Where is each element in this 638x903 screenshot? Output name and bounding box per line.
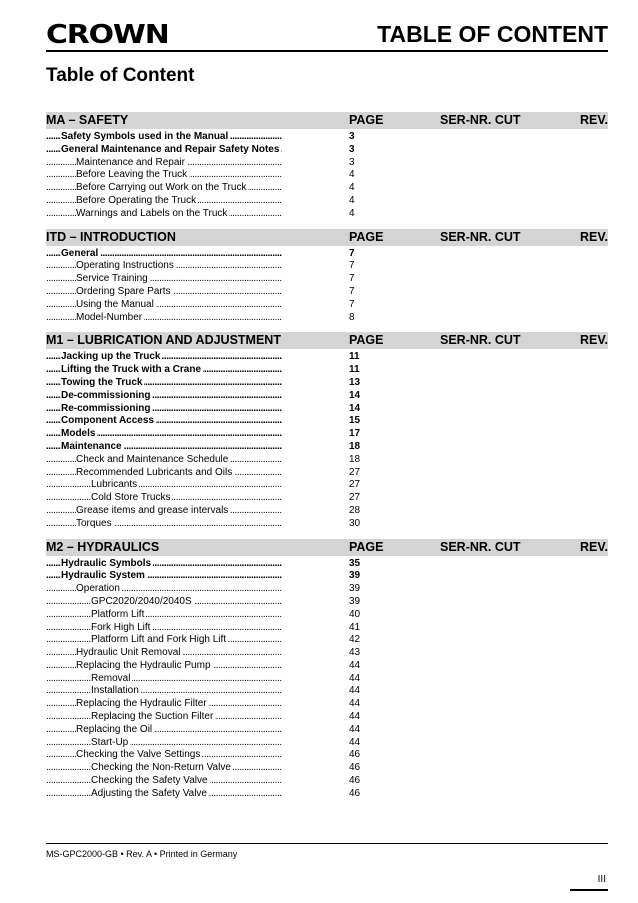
toc-entry[interactable]: [46, 312, 608, 325]
entry-page-number: 7: [349, 260, 355, 272]
entry-title: Adjusting the Safety Valve: [91, 787, 207, 799]
entry-leader: [46, 634, 346, 647]
entry-page-number: 43: [349, 647, 361, 659]
toc-entry[interactable]: [46, 673, 608, 686]
entry-title: Installation: [91, 685, 139, 697]
header-rule: [46, 50, 608, 52]
toc-entry[interactable]: [46, 428, 608, 441]
entry-leader: [46, 609, 346, 622]
entry-leader: [46, 131, 346, 144]
entry-leader: [46, 698, 346, 711]
entry-leader: [46, 479, 346, 492]
toc-section: [46, 539, 608, 801]
entry-page-number: 46: [349, 749, 361, 761]
entry-leader: [46, 144, 346, 157]
toc-entry[interactable]: [46, 685, 608, 698]
toc-entry[interactable]: [46, 518, 608, 531]
entry-title: Cold Store Trucks: [91, 492, 171, 504]
entry-title: Check and Maintenance Schedule: [76, 453, 229, 465]
entry-page-number: 39: [349, 583, 361, 595]
crown-logo: CROWN: [46, 20, 169, 50]
entry-title: Hydraulic Symbols: [61, 557, 152, 569]
entry-title: Recommended Lubricants and Oils: [76, 466, 233, 478]
entry-leader: [46, 596, 346, 609]
entry-page-number: 46: [349, 787, 361, 799]
entry-title: Operation: [76, 583, 120, 595]
toc-entry[interactable]: [46, 403, 608, 416]
table-of-contents: [46, 112, 608, 809]
section-header: [46, 112, 608, 129]
page-title: Table of Content: [46, 65, 195, 86]
entry-title: Platform Lift: [91, 608, 145, 620]
page-header: [46, 20, 608, 52]
entry-title: Hydraulic System: [61, 570, 145, 582]
entry-page-number: 7: [349, 285, 355, 297]
entry-page-number: 46: [349, 775, 361, 787]
entry-leader: [46, 788, 346, 801]
entry-leader: [46, 248, 346, 261]
page-column-label: PAGE: [349, 333, 384, 348]
entry-title: Lifting the Truck with a Crane: [61, 364, 202, 376]
entry-leader: [46, 351, 346, 364]
entry-page-number: 42: [349, 634, 361, 646]
entry-page-number: 39: [349, 595, 361, 607]
toc-entry[interactable]: [46, 390, 608, 403]
toc-entry[interactable]: [46, 131, 608, 144]
entry-title: Before Carrying out Work on the Truck: [76, 182, 247, 194]
entry-title: Before Leaving the Truck: [76, 169, 188, 181]
entry-leader: [46, 273, 346, 286]
entry-title: Checking the Valve Settings: [76, 749, 201, 761]
entry-page-number: 7: [349, 298, 355, 310]
toc-entry[interactable]: [46, 364, 608, 377]
entry-leader: [46, 428, 346, 441]
entry-page-number: 44: [349, 672, 361, 684]
entry-leader: [46, 558, 346, 571]
entry-leader: [46, 157, 346, 170]
entry-page-number: 28: [349, 504, 361, 516]
entry-leader: [46, 762, 346, 775]
toc-entry[interactable]: [46, 260, 608, 273]
entry-title: General Maintenance and Repair Safety Notes: [61, 143, 280, 155]
entry-leader: [46, 749, 346, 762]
toc-entry[interactable]: [46, 596, 608, 609]
ser-nr-cut-column-label: SER-NR. CUT: [440, 333, 521, 348]
entry-page-number: 17: [349, 428, 361, 440]
entry-title: Maintenance: [61, 440, 122, 452]
toc-entry[interactable]: [46, 749, 608, 762]
section-title: M2 – HYDRAULICS: [46, 539, 160, 554]
entry-leader: [46, 673, 346, 686]
entry-page-number: 27: [349, 479, 361, 491]
toc-entry[interactable]: [46, 698, 608, 711]
toc-section: [46, 332, 608, 530]
toc-entry[interactable]: [46, 570, 608, 583]
section-title: ITD – INTRODUCTION: [46, 229, 176, 244]
rev-column-label: REV.: [579, 113, 608, 127]
section-header: [46, 539, 608, 556]
toc-entry[interactable]: [46, 208, 608, 221]
toc-entry[interactable]: [46, 415, 608, 428]
section-header: [46, 229, 608, 246]
page-number: III: [597, 874, 606, 885]
entry-title: Platform Lift and Fork High Lift: [91, 634, 227, 646]
footer-rule: [46, 843, 608, 844]
entry-page-number: 41: [349, 621, 361, 633]
entry-leader: [46, 492, 346, 505]
entry-leader: [46, 208, 346, 221]
entry-leader: [46, 622, 346, 635]
toc-entry[interactable]: [46, 609, 608, 622]
entry-title: Maintenance and Repair: [76, 156, 185, 168]
entry-leader: [46, 182, 346, 195]
entry-title: De-commissioning: [61, 389, 151, 401]
entry-leader: [46, 441, 346, 454]
entry-page-number: 44: [349, 685, 361, 697]
section-title: MA – SAFETY: [46, 113, 129, 127]
rev-column-label: REV.: [579, 229, 608, 244]
toc-entry[interactable]: [46, 634, 608, 647]
toc-entry[interactable]: [46, 737, 608, 750]
entry-page-number: 14: [349, 389, 361, 401]
toc-section: [46, 229, 608, 325]
ser-nr-cut-column-label: SER-NR. CUT: [440, 113, 521, 127]
entry-leader: [46, 775, 346, 788]
entry-leader: [46, 377, 346, 390]
toc-entry[interactable]: [46, 377, 608, 390]
entry-leader: [46, 299, 346, 312]
entry-title: Towing the Truck: [61, 376, 143, 388]
section-header: [46, 332, 608, 349]
entry-page-number: 46: [349, 762, 361, 774]
toc-entry[interactable]: [46, 583, 608, 596]
toc-entry[interactable]: [46, 492, 608, 505]
entry-page-number: 11: [349, 351, 360, 363]
rev-column-label: REV.: [579, 333, 608, 348]
entry-title: Warnings and Labels on the Truck: [76, 207, 228, 219]
entry-page-number: 27: [349, 492, 361, 504]
entry-page-number: 4: [349, 207, 355, 219]
entry-page-number: 35: [349, 557, 361, 569]
entry-page-number: 40: [349, 608, 361, 620]
entry-leader: [46, 660, 346, 673]
entry-leader: [46, 711, 346, 724]
entry-title: Service Training: [76, 273, 148, 285]
entry-title: Replacing the Hydraulic Pump: [76, 659, 211, 671]
entry-title: Safety Symbols used in the Manual: [61, 131, 229, 142]
entry-leader: [46, 467, 346, 480]
entry-page-number: 44: [349, 659, 361, 671]
entry-page-number: 18: [349, 440, 361, 452]
entry-page-number: 4: [349, 169, 355, 181]
entry-page-number: 44: [349, 698, 361, 710]
toc-entry[interactable]: [46, 169, 608, 182]
section-title: M1 – LUBRICATION AND ADJUSTMENT: [46, 333, 281, 348]
toc-entry[interactable]: [46, 505, 608, 518]
entry-leader: [46, 583, 346, 596]
entry-leader: [46, 454, 346, 467]
toc-entry[interactable]: [46, 775, 608, 788]
entry-page-number: 8: [349, 311, 355, 323]
entry-leader: [46, 195, 346, 208]
entry-page-number: 3: [349, 143, 355, 155]
toc-entry[interactable]: [46, 157, 608, 170]
entry-title: Replacing the Hydraulic Filter: [76, 698, 207, 710]
entry-title: Torques: [76, 517, 112, 529]
entry-title: Start-Up: [91, 736, 129, 748]
entry-title: Fork High Lift: [91, 621, 151, 633]
page-column-label: PAGE: [349, 113, 384, 127]
toc-entry[interactable]: [46, 724, 608, 737]
entry-page-number: 3: [349, 131, 355, 142]
toc-entry[interactable]: [46, 454, 608, 467]
page-column-label: PAGE: [349, 229, 384, 244]
entry-page-number: 44: [349, 736, 361, 748]
entry-title: Ordering Spare Parts: [76, 285, 171, 297]
entry-title: Replacing the Oil: [76, 723, 153, 735]
entry-leader: [46, 415, 346, 428]
entry-title: Checking the Non-Return Valve: [91, 762, 231, 774]
entry-leader: [46, 260, 346, 273]
entry-page-number: 30: [349, 517, 361, 529]
toc-entry[interactable]: [46, 299, 608, 312]
toc-section: [46, 112, 608, 221]
entry-page-number: 7: [349, 247, 355, 259]
toc-entry[interactable]: [46, 144, 608, 157]
entry-leader: [46, 685, 346, 698]
entry-title: Model-Number: [76, 311, 143, 323]
page-number-rule: [570, 889, 608, 891]
entry-page-number: 3: [349, 156, 355, 168]
entry-page-number: 14: [349, 402, 361, 414]
entry-page-number: 27: [349, 466, 361, 478]
entry-page-number: 44: [349, 723, 361, 735]
ser-nr-cut-column-label: SER-NR. CUT: [440, 539, 521, 554]
entry-leader: [46, 737, 346, 750]
toc-entry[interactable]: [46, 195, 608, 208]
entry-page-number: 11: [349, 364, 360, 376]
entry-title: Before Operating the Truck: [76, 194, 197, 206]
header-title: TABLE OF CONTENT: [377, 21, 608, 47]
entry-leader: [46, 169, 346, 182]
entry-title: GPC2020/2040/2040S: [91, 595, 192, 607]
toc-entry[interactable]: [46, 351, 608, 364]
toc-entry[interactable]: [46, 182, 608, 195]
entry-page-number: 4: [349, 194, 355, 206]
entry-leader: [46, 570, 346, 583]
toc-entry[interactable]: [46, 286, 608, 299]
toc-entry[interactable]: [46, 660, 608, 673]
toc-entry[interactable]: [46, 647, 608, 660]
entry-page-number: 44: [349, 711, 361, 723]
entry-leader: [46, 403, 346, 416]
entry-leader: [46, 724, 346, 737]
toc-entry[interactable]: [46, 622, 608, 635]
entry-leader: [46, 505, 346, 518]
entry-title: Hydraulic Unit Removal: [76, 647, 181, 659]
toc-entry[interactable]: [46, 788, 608, 801]
toc-entry[interactable]: [46, 273, 608, 286]
entry-page-number: 18: [349, 453, 361, 465]
entry-leader: [46, 364, 346, 377]
entry-page-number: 15: [349, 415, 361, 427]
entry-title: Checking the Safety Valve: [91, 775, 208, 787]
toc-entry[interactable]: [46, 558, 608, 571]
entry-leader: [46, 286, 346, 299]
entry-title: Operating Instructions: [76, 260, 174, 272]
toc-entry[interactable]: [46, 248, 608, 261]
toc-entry[interactable]: [46, 711, 608, 724]
toc-entry[interactable]: [46, 441, 608, 454]
toc-entry[interactable]: [46, 762, 608, 775]
entry-page-number: 39: [349, 570, 361, 582]
ser-nr-cut-column-label: SER-NR. CUT: [440, 229, 521, 244]
entry-title: Using the Manual: [76, 298, 154, 310]
page-column-label: PAGE: [349, 539, 384, 554]
toc-entry[interactable]: [46, 467, 608, 480]
entry-title: Lubricants: [91, 479, 138, 491]
rev-column-label: REV.: [579, 539, 608, 554]
entry-leader: [46, 390, 346, 403]
entry-leader: [46, 312, 346, 325]
entry-title: Models: [61, 428, 96, 440]
entry-title: Re-commissioning: [61, 402, 151, 414]
entry-page-number: 13: [349, 376, 361, 388]
entry-page-number: 7: [349, 273, 355, 285]
toc-entry[interactable]: [46, 479, 608, 492]
entry-title: Grease items and grease intervals: [76, 504, 229, 516]
entry-title: Jacking up the Truck: [61, 351, 161, 363]
entry-title: General: [61, 247, 99, 259]
entry-leader: [46, 518, 346, 531]
entry-title: Replacing the Suction Filter: [91, 711, 214, 723]
entry-title: Removal: [91, 672, 131, 684]
entry-leader: [46, 647, 346, 660]
footer-text: MS-GPC2000-GB • Rev. A • Printed in Germany: [46, 849, 238, 859]
entry-title: Component Access: [61, 415, 154, 427]
entry-page-number: 4: [349, 182, 355, 194]
